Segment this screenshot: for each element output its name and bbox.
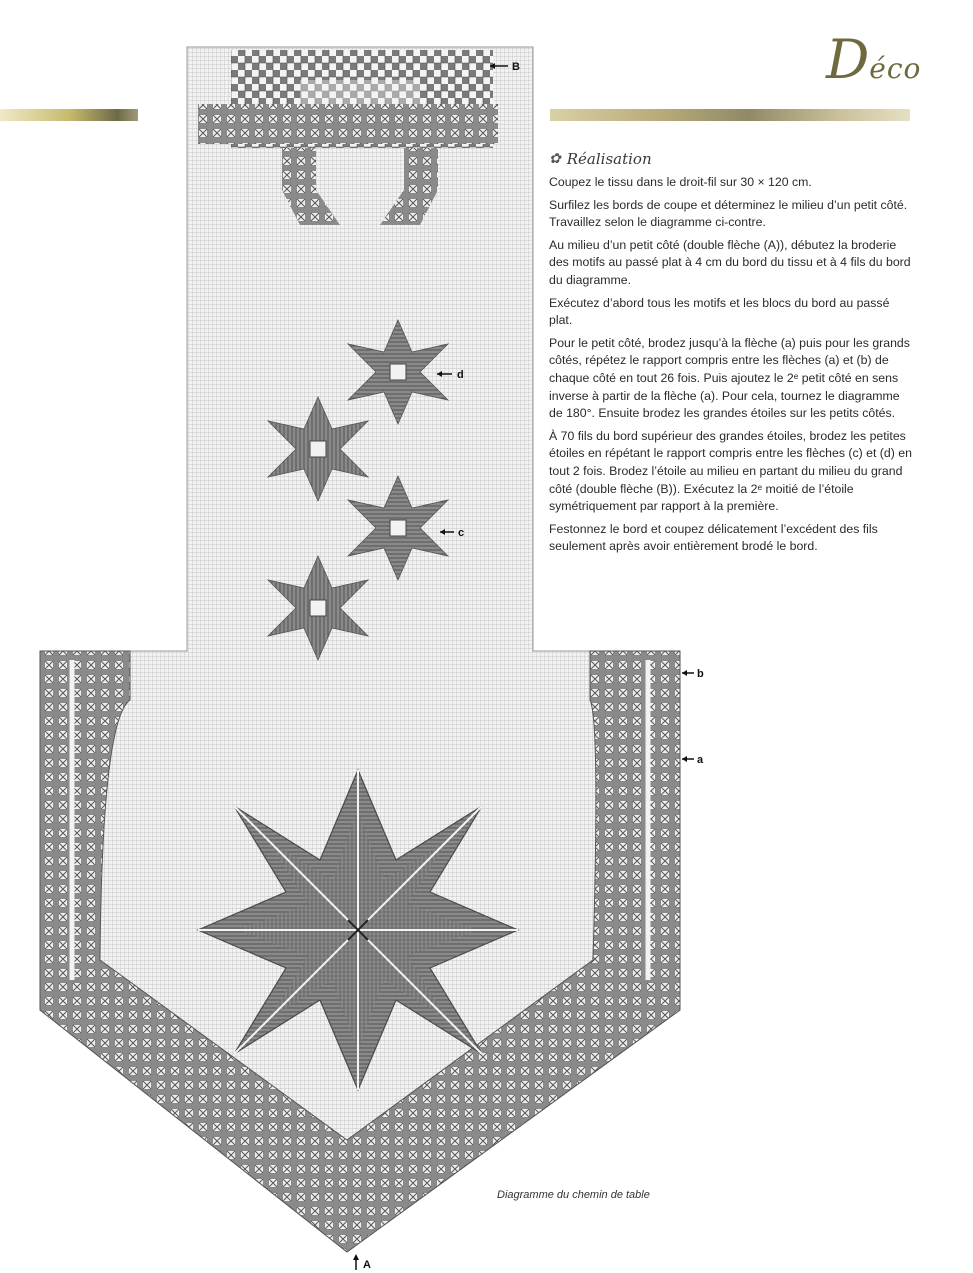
marker-A: [353, 1254, 371, 1271]
brand-rest: éco: [869, 52, 922, 85]
instruction-paragraph-3: Au milieu d’un petit côté (double flèche (A)), débutez la broderie des motifs au passé plat à 4 cm du bord du tissu et à 4 fils du bord du diagramme.: [549, 237, 911, 287]
section-title-text: Réalisation: [566, 150, 652, 168]
brand-initial: D: [826, 28, 870, 91]
marker-a-label: a: [697, 754, 704, 766]
marker-c-label: c: [458, 527, 465, 539]
diagram-caption: Diagramme du chemin de table: [497, 1189, 650, 1201]
marker-B-label: B: [512, 61, 520, 73]
instruction-paragraph-5: Pour le petit côté, brodez jusqu’à la flèche (a) puis pour les grands côtés, répétez le rapport compris entre les flèches (a) et (b) de chaque côté en tout 26 fois. Puis ajoutez le 2ᵉ petit côté en sens inverse à partir de la flèche (a). Pour cela, tournez le diagramme de 180°. Ensuite brodez les grandes étoiles sur les petits côtés.: [549, 335, 910, 421]
section-title: [549, 150, 914, 168]
instruction-paragraph-7: Festonnez le bord et coupez délicatement l’excédent des fils seulement après avoir entièrement brodé le bord.: [549, 521, 878, 554]
large-star: [198, 770, 518, 1090]
instruction-paragraph-1: Coupez le tissu dans le droit-fil sur 30 × 120 cm.: [549, 175, 812, 189]
instruction-paragraph-2: Surfilez les bords de coupe et déterminez le milieu d’un petit côté. Travaillez selon le diagramme ci-contre.: [549, 197, 908, 230]
marker-b: [682, 668, 704, 680]
marker-A-label: A: [363, 1259, 371, 1271]
marker-b-label: b: [697, 668, 704, 680]
instruction-paragraph-6: À 70 fils du bord supérieur des grandes étoiles, brodez les petites étoiles en répétant le rapport compris entre les flèches (c) et (d) en tout 2 fois. Brodez l’étoile au milieu en partant du milieu du grand côté (double flèche (B)). Exécutez la 2ᵉ moitié de l’étoile symétriquement par rapport à la première.: [549, 428, 912, 514]
flower-icon: ✿: [549, 151, 561, 167]
instruction-paragraph-4: Exécutez d’abord tous les motifs et les blocs du bord au passé plat.: [549, 295, 890, 328]
marker-d-label: d: [457, 369, 464, 381]
marker-a: [682, 754, 704, 766]
instructions-column: [549, 150, 914, 561]
